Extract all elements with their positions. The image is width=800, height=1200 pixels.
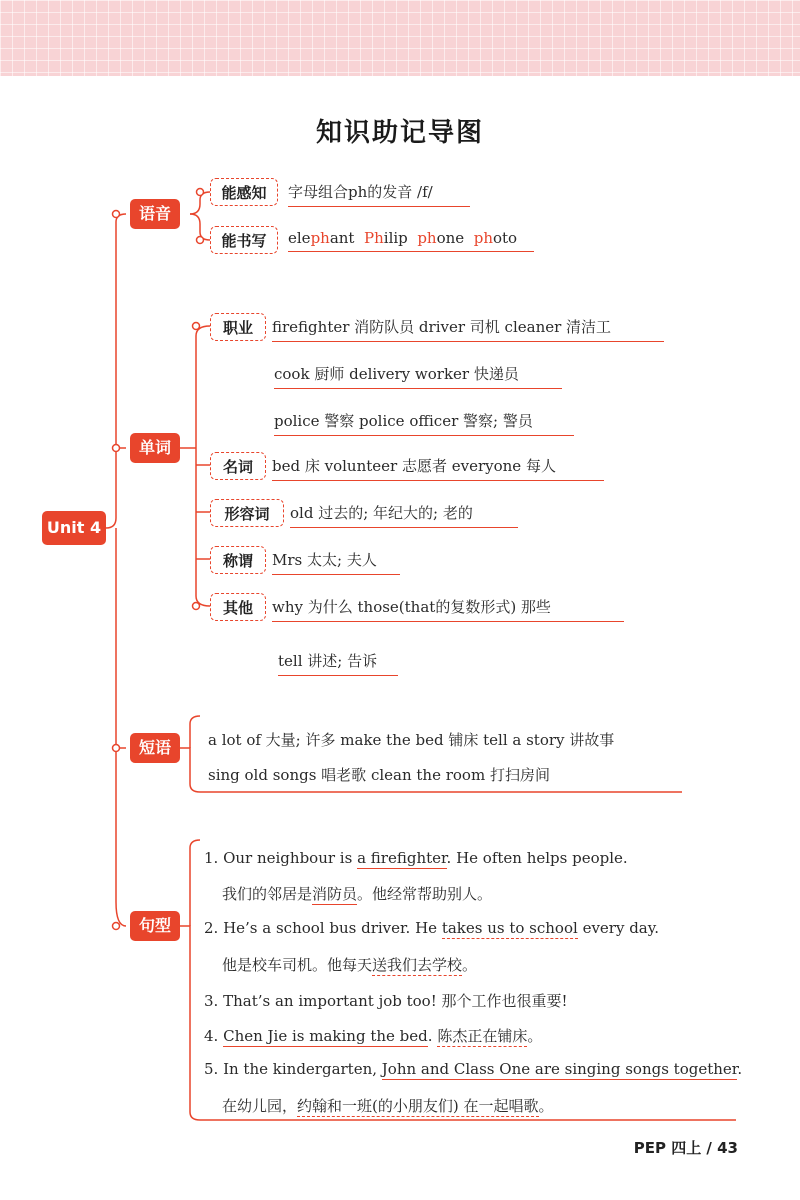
phrases-line-2: sing old songs 唱老歌 clean the room 打扫房间	[208, 766, 550, 784]
word-elephant: elephant	[288, 229, 355, 247]
title-text: Mrs 太太; 夫人	[272, 549, 400, 575]
other-line-2: tell 讲述; 告诉	[278, 650, 398, 676]
word-photo: photo	[473, 229, 518, 247]
category-sentences: 句型	[130, 911, 180, 941]
sentence-1: 1. Our neighbour is a firefighter. He often helps people.	[204, 849, 628, 867]
tag-job: 职业	[210, 313, 266, 341]
tag-other: 其他	[210, 593, 266, 621]
tag-adjective: 形容词	[210, 499, 284, 527]
page-title: 知识助记导图	[315, 118, 484, 148]
category-phrases: 短语	[130, 733, 180, 763]
tag-title: 称谓	[210, 546, 266, 574]
tag-write: 能书写	[210, 226, 278, 254]
sentence-4: 4. Chen Jie is making the bed. 陈杰正在铺床。	[204, 1027, 543, 1045]
sentence-1-zh: 我们的邻居是消防员。他经常帮助别人。	[222, 885, 493, 903]
word-philip: Philip	[364, 229, 408, 247]
tag-noun: 名词	[210, 452, 266, 480]
adjective-text: old 过去的; 年纪大的; 老的	[290, 502, 518, 528]
other-text: why 为什么 those(that的复数形式) 那些	[272, 596, 624, 622]
sentence-5: 5. In the kindergarten, John and Class One are singing songs together.	[204, 1060, 743, 1078]
tag-perceive: 能感知	[210, 178, 278, 206]
write-words-line	[288, 229, 534, 252]
sentence-2-zh: 他是校车司机。他每天送我们去学校。	[222, 956, 478, 974]
sentence-3: 3. That’s an important job too! 那个工作也很重要!	[204, 992, 568, 1010]
page-footer: PEP 四上 / 43	[633, 1139, 738, 1157]
job-line-1: firefighter 消防队员 driver 司机 cleaner 清洁工	[272, 316, 664, 342]
job-line-3: police 警察 police officer 警察; 警员	[274, 410, 574, 436]
category-words: 单词	[130, 433, 180, 463]
sentence-5-zh: 在幼儿园，约翰和一班(的小朋友们) 在一起唱歌。	[222, 1097, 554, 1115]
noun-text: bed 床 volunteer 志愿者 everyone 每人	[272, 455, 604, 481]
phrases-line-1: a lot of 大量; 许多 make the bed 铺床 tell a story 讲故事	[208, 731, 615, 749]
category-pronunciation: 语音	[130, 199, 180, 229]
unit-label: Unit 4	[42, 511, 106, 545]
sentence-2: 2. He’s a school bus driver. He takes us to school every day.	[204, 919, 660, 937]
word-phone: phone	[417, 229, 465, 247]
job-line-2: cook 厨师 delivery worker 快递员	[274, 363, 562, 389]
perceive-text: 字母组合ph的发音 /f/	[288, 181, 470, 207]
